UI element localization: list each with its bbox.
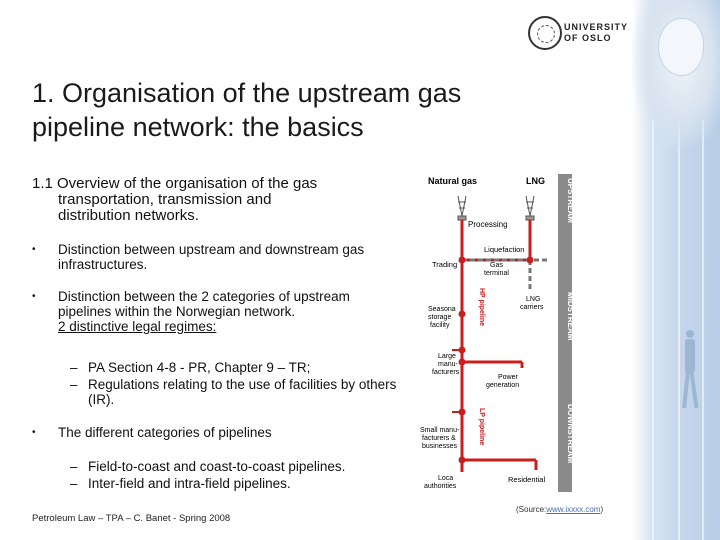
bullet-item: • Distinction between upstream and downstream gas infrastructures.: [32, 242, 365, 272]
local-authorities-label-2: authorities: [424, 483, 457, 490]
gas-terminal-label-2: terminal: [484, 270, 509, 277]
statue-face: [658, 18, 704, 76]
source-citation: (Source:www.ixxxx.com): [516, 505, 604, 514]
panel-stripe: [652, 120, 654, 540]
sub-bullet-item: – Regulations relating to the use of facilities by others (IR).: [70, 377, 397, 407]
power-generation-label-2: generation: [486, 382, 520, 389]
gas-terminal-label-1: Gas: [490, 262, 503, 269]
seasonal-storage-label-3: facility: [430, 322, 450, 329]
panel-stripe: [702, 120, 704, 540]
lp-pipeline-label: LP pipeline: [478, 408, 485, 446]
lng-carriers-label-1: LNG: [526, 296, 541, 303]
local-authorities-label-1: Loca: [438, 475, 454, 482]
slide-footer: Petroleum Law – TPA – C. Banet - Spring 2008: [32, 513, 231, 524]
residential-label: Residential: [508, 475, 546, 484]
bullet-icon: •: [32, 244, 36, 255]
downstream-label: DOWNSTREAM: [566, 404, 575, 464]
midstream-label: MIDSTREAM: [566, 292, 575, 341]
seasonal-storage-label-2: storage: [428, 314, 452, 321]
bullet-item: • The different categories of pipelines: [32, 425, 272, 440]
natural-gas-header: Natural gas: [428, 176, 478, 186]
large-manufacturers-label-3: facturers: [432, 369, 460, 376]
lng-header: LNG: [526, 176, 545, 186]
small-manufacturers-label-2: facturers &: [422, 435, 456, 442]
bullet-item: • Distinction between the 2 categories of upstream pipelines within the Norwegian network. 2 distinctive legal regimes:: [32, 289, 350, 334]
processing-label: Processing: [468, 220, 508, 229]
bullet-icon: •: [32, 427, 36, 438]
slide-body: [32, 176, 402, 491]
university-seal-icon: [528, 16, 562, 50]
sub-bullet-item: – Inter-field and intra-field pipelines.: [70, 476, 291, 491]
large-manufacturers-label-1: Large: [438, 353, 456, 360]
small-manufacturers-label-3: businesses: [422, 443, 458, 450]
section-subheading: 1.1 Overview of the organisation of the gas transportation, transmission and distribution networks.: [32, 175, 318, 224]
source-link[interactable]: www.ixxxx.com: [546, 505, 601, 514]
gas-value-chain-diagram: [418, 172, 575, 494]
bullet-icon: •: [32, 291, 36, 302]
hp-pipeline-label: HP pipeline: [478, 288, 485, 326]
statue-image: [632, 0, 720, 150]
walking-figure-image: [680, 330, 700, 410]
seasonal-storage-label-1: Seasona: [428, 306, 456, 313]
power-generation-label-1: Power: [498, 374, 518, 381]
university-logo: [528, 16, 632, 56]
trading-label: Trading: [432, 260, 458, 269]
upstream-label: UPSTREAM: [566, 178, 575, 223]
lng-carriers-label-2: carriers: [520, 304, 544, 311]
liquefaction-label: Liquefaction: [484, 245, 525, 254]
sub-bullet-item: – Field-to-coast and coast-to-coast pipelines.: [70, 459, 346, 474]
slide-title: 1. Organisation of the upstream gas pipeline network: the basics: [32, 78, 462, 142]
university-name: UNIVERSITY OF OSLO: [564, 22, 629, 43]
sub-bullet-item: – PA Section 4-8 - PR, Chapter 9 – TR;: [70, 360, 311, 375]
large-manufacturers-label-2: manu-: [438, 361, 458, 368]
underlined-text: 2 distinctive legal regimes:: [58, 319, 217, 334]
small-manufacturers-label-1: Small manu-: [420, 427, 460, 434]
